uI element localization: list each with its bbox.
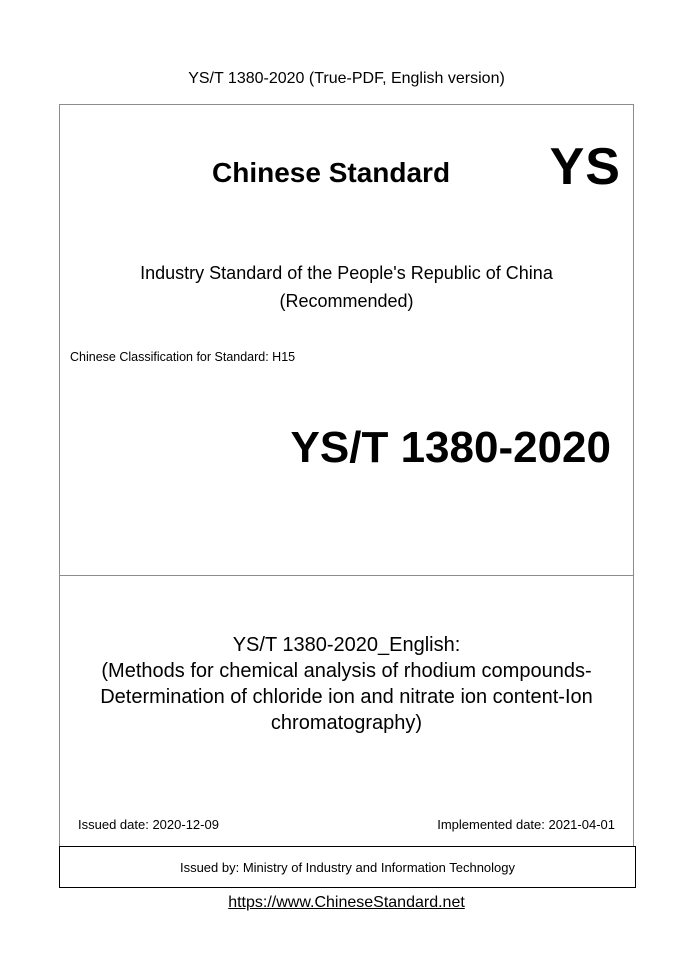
industry-line: Industry Standard of the People's Republic of China [140,263,553,283]
issuer-box [59,846,636,888]
industry-standard-block [60,259,633,315]
classification-label: Chinese Classification for Standard: H15 [70,350,296,364]
ys-logo: YS [549,138,621,196]
standard-heading: Chinese Standard [212,157,451,188]
english-title-line: chromatography) [270,712,423,734]
page-header-caption: YS/T 1380-2020 (True-PDF, English version) [188,70,505,87]
english-title-line: YS/T 1380-2020_English: [232,634,461,656]
english-title-block [60,632,633,736]
standard-number: YS/T 1380-2020 [290,423,611,472]
website-link[interactable]: https://www.ChineseStandard.net [228,894,465,911]
implemented-date: Implemented date: 2021-04-01 [437,817,615,832]
issuer-text: Issued by: Ministry of Industry and Information Technology [179,859,516,875]
cover-frame [59,104,634,886]
section-divider [60,575,633,576]
recommended-line: (Recommended) [279,291,414,311]
english-title-line: Determination of chloride ion and nitrate ion content-Ion [100,686,593,708]
english-title-line: (Methods for chemical analysis of rhodium compounds- [101,660,592,682]
issued-date: Issued date: 2020-12-09 [78,817,219,832]
